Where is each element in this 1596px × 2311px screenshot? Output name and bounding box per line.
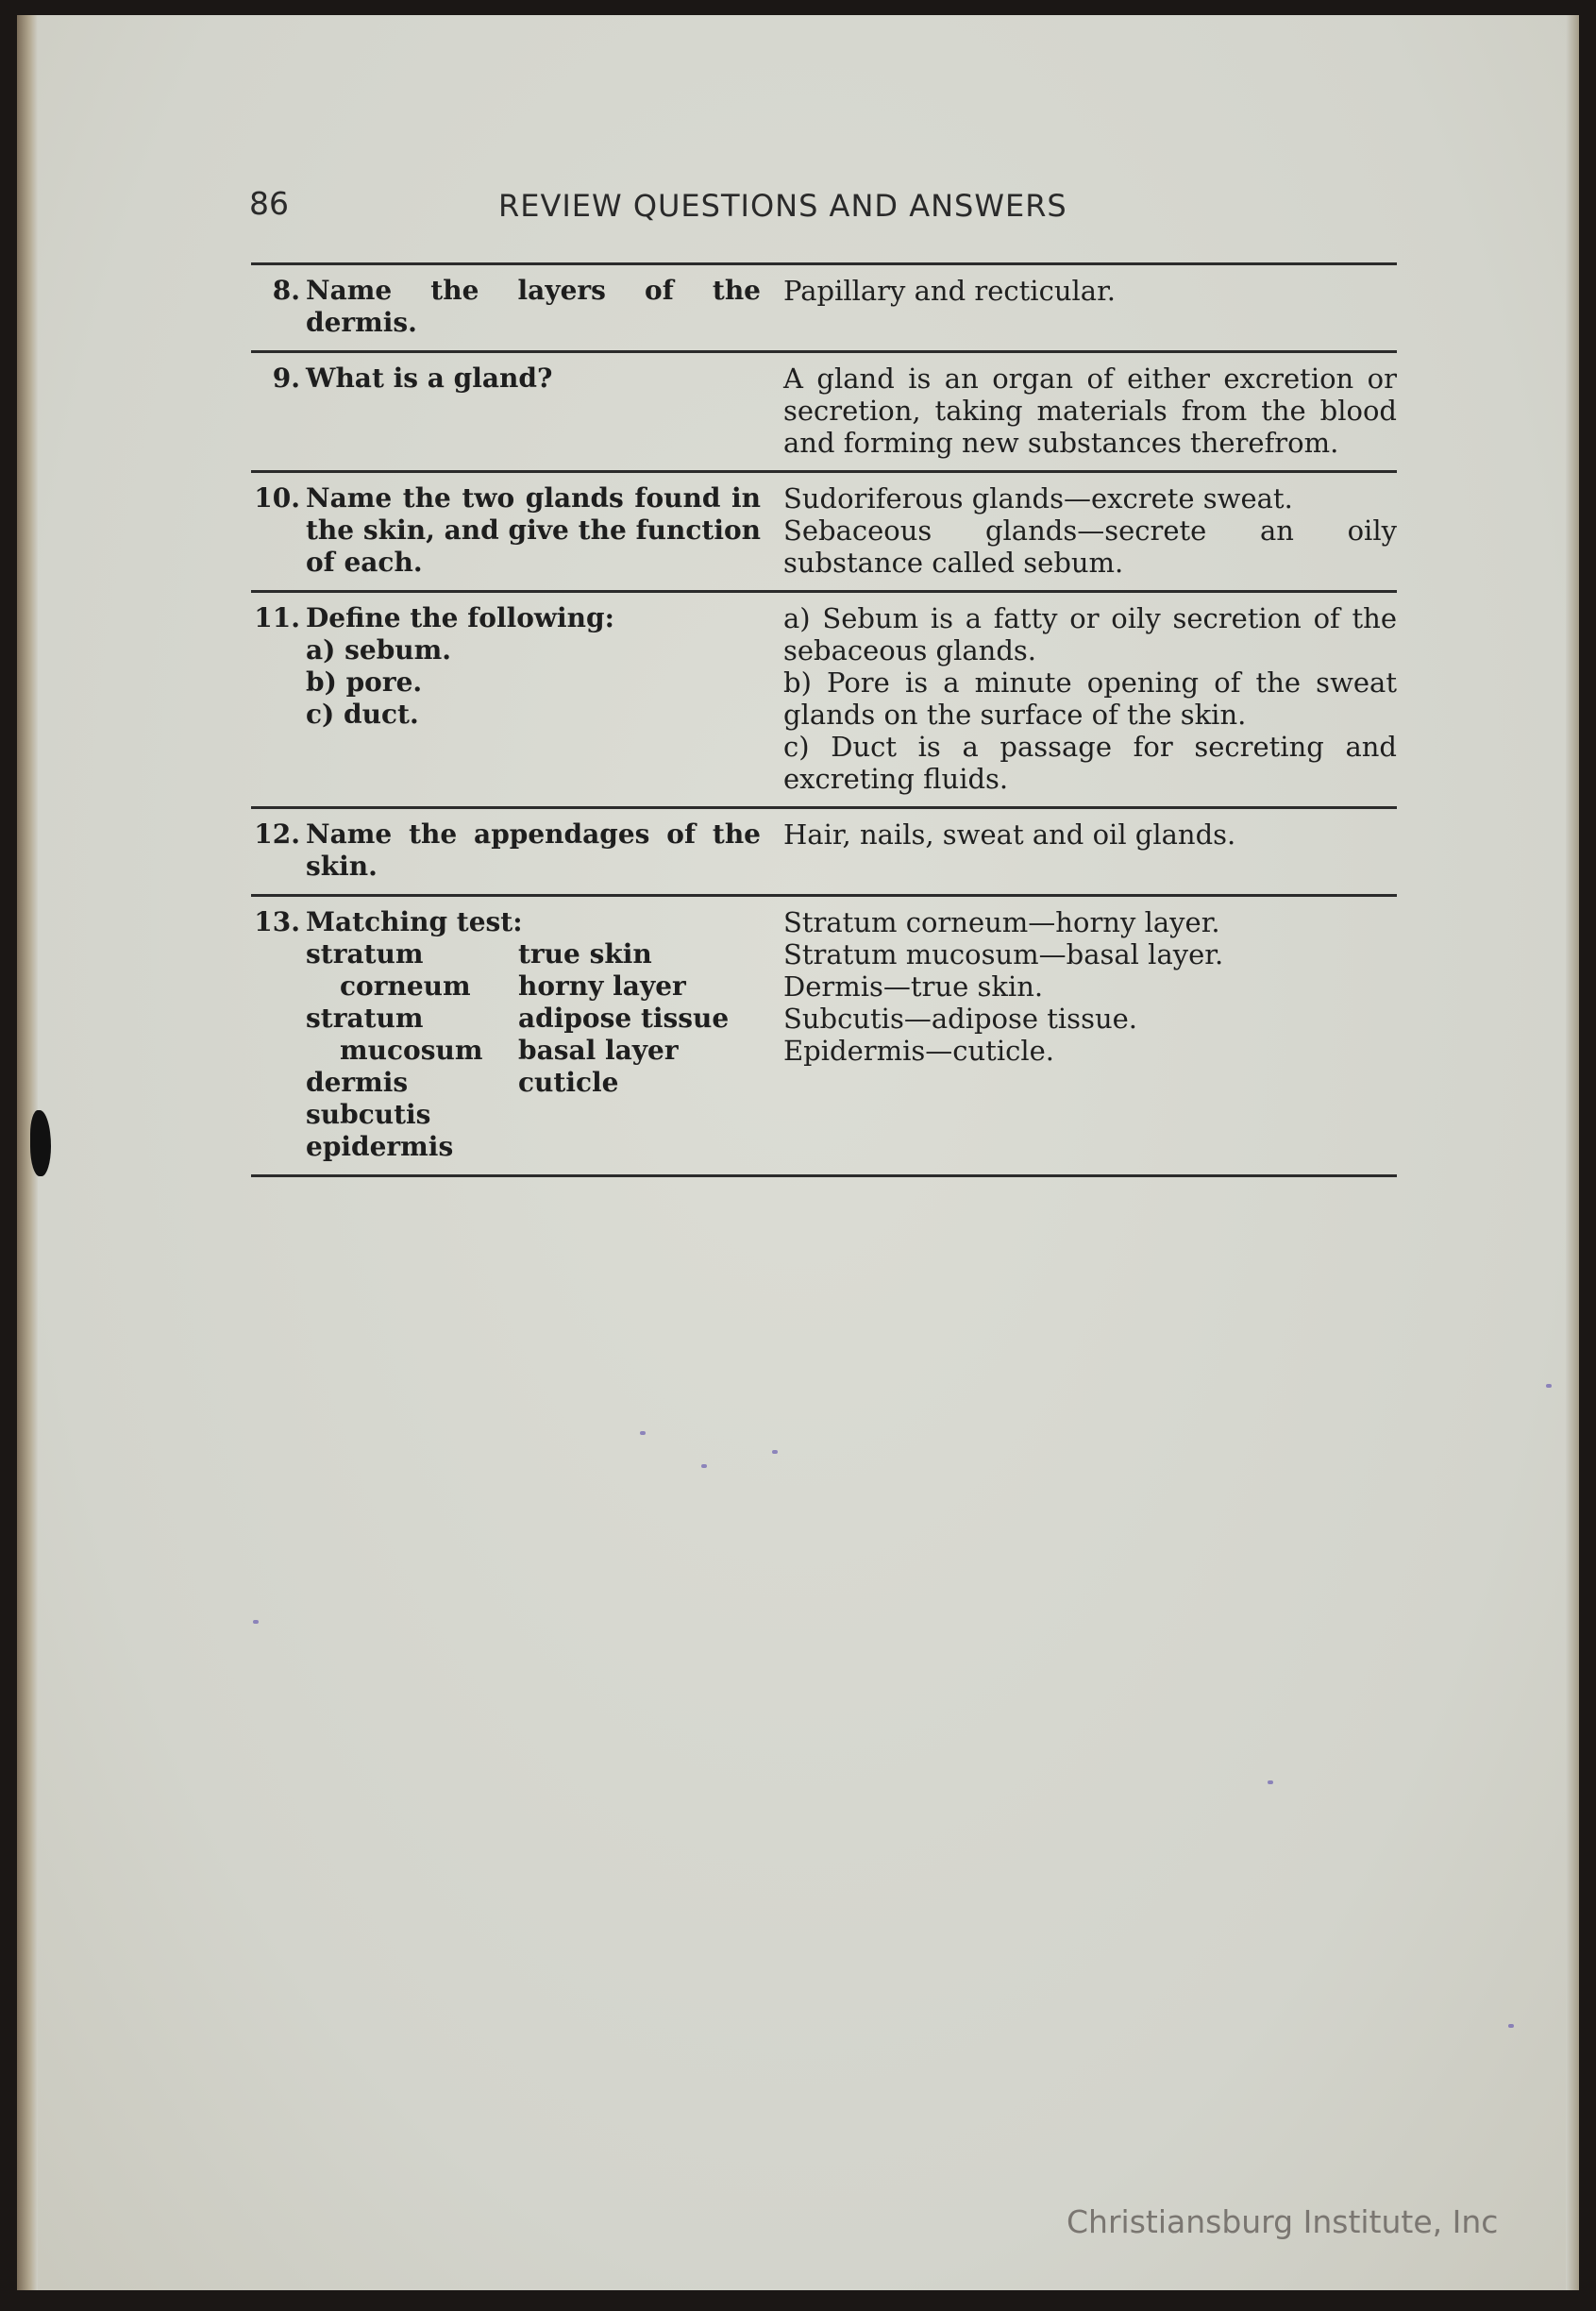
question-cell — [251, 482, 761, 579]
question-cell — [251, 275, 761, 339]
matching-left-term: stratum — [306, 1003, 424, 1034]
qa-row-10 — [251, 473, 1397, 593]
question-number: 13. — [254, 906, 300, 937]
matching-left-term: corneum — [340, 970, 471, 1002]
ink-speck — [1546, 1384, 1552, 1388]
answer-cell — [761, 906, 1397, 1163]
question-text: Name the appendages of the skin. — [306, 818, 761, 882]
ink-speck — [1268, 1780, 1273, 1784]
question-cell — [251, 602, 761, 795]
answer-line: Stratum mucosum—basal layer. — [783, 938, 1224, 970]
question-text — [306, 602, 761, 795]
qa-row-11 — [251, 593, 1397, 809]
question-text — [306, 906, 761, 1163]
ink-speck — [640, 1431, 646, 1435]
answer-line: a) Sebum is a fatty or oily secretion of the sebaceous glands. — [783, 602, 1397, 666]
question-number: 12. — [254, 818, 300, 850]
question-number: 11. — [254, 602, 300, 633]
answer-line: Sudoriferous glands—excrete sweat. — [783, 482, 1293, 514]
question-heading: Matching test: — [306, 906, 523, 937]
matching-right-term: true skin — [518, 938, 652, 970]
answer-line: Hair, nails, sweat and oil glands. — [783, 818, 1236, 851]
question-cell — [251, 363, 761, 459]
answer-line: Subcutis—adipose tissue. — [783, 1003, 1138, 1035]
matching-left-term: mucosum — [340, 1035, 483, 1066]
answer-cell — [761, 818, 1397, 883]
matching-right-term: basal layer — [518, 1035, 679, 1066]
question-item: b) pore. — [306, 666, 423, 698]
matching-left-term: stratum — [306, 938, 424, 970]
answer-line: Stratum corneum—horny layer. — [783, 906, 1220, 938]
book-page — [17, 15, 1579, 2290]
answer-cell — [761, 363, 1397, 459]
qa-row-12 — [251, 809, 1397, 897]
matching-columns — [306, 938, 761, 1163]
question-text: Name the two glands found in the skin, and give the function of each. — [306, 482, 761, 578]
answer-cell — [761, 482, 1397, 579]
matching-right-term: cuticle — [518, 1067, 619, 1098]
question-number: 8. — [272, 275, 300, 306]
matching-right-term: horny layer — [518, 970, 686, 1002]
question-cell — [251, 906, 761, 1163]
ink-speck — [253, 1620, 259, 1624]
qa-table — [251, 262, 1397, 1177]
question-number: 9. — [272, 363, 300, 394]
question-heading: Define the following: — [306, 602, 614, 633]
question-text: What is a gland? — [306, 363, 553, 394]
matching-right-term: adipose tissue — [518, 1003, 730, 1034]
running-head: REVIEW QUESTIONS AND ANSWERS — [498, 188, 1067, 224]
matching-left-term: subcutis — [306, 1099, 431, 1130]
answer-line: Papillary and recticular. — [783, 275, 1116, 307]
qa-row-13 — [251, 897, 1397, 1177]
qa-row-9 — [251, 353, 1397, 473]
question-item: c) duct. — [306, 699, 419, 730]
question-item: a) sebum. — [306, 634, 452, 666]
qa-row-8 — [251, 265, 1397, 353]
answer-line: c) Duct is a passage for secreting and excreting fluids. — [783, 731, 1397, 795]
watermark: Christiansburg Institute, Inc — [1067, 2203, 1499, 2240]
ink-blot — [30, 1110, 51, 1176]
question-text: Name the layers of the dermis. — [306, 275, 761, 338]
answer-cell — [761, 602, 1397, 795]
ink-speck — [772, 1450, 778, 1454]
ink-speck — [701, 1464, 707, 1468]
page-edge — [1566, 15, 1579, 2290]
answer-line: Sebaceous glands—secrete an oily substance called sebum. — [783, 514, 1397, 579]
answer-cell — [761, 275, 1397, 339]
ink-speck — [1508, 2024, 1514, 2028]
answer-line: A gland is an organ of either excretion or secretion, taking materials from the blood and forming new substances therefrom. — [783, 363, 1397, 459]
answer-line: Epidermis—cuticle. — [783, 1035, 1054, 1067]
matching-left-term: dermis — [306, 1067, 409, 1098]
question-number: 10. — [254, 482, 300, 514]
page-number: 86 — [249, 185, 289, 222]
answer-line: Dermis—true skin. — [783, 970, 1044, 1003]
matching-left-term: epidermis — [306, 1131, 454, 1162]
answer-line: b) Pore is a minute opening of the sweat glands on the surface of the skin. — [783, 666, 1397, 731]
question-cell — [251, 818, 761, 883]
